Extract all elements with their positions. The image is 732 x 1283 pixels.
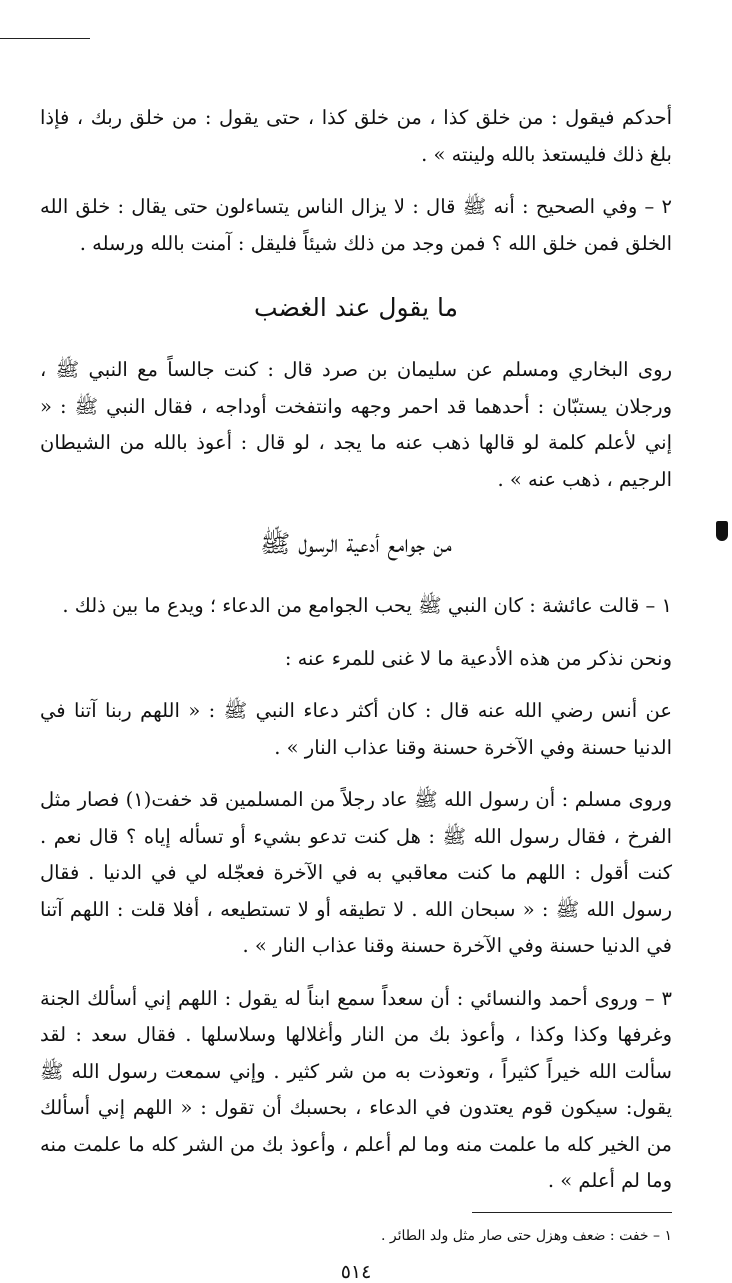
footnote-rule [472,1212,672,1213]
section-title-supplications: من جوامع أدعية الرسول ﷺ [260,529,452,558]
top-rule [0,38,90,39]
footnote: ١ – خفت : ضعف وهزل حتى صار مثل ولد الطائر . [381,1227,672,1244]
paragraph-muslim: وروى مسلم : أن رسول الله ﷺ عاد رجلاً من المسلمين قد خفت(١) فصار مثل الفرخ ، فقال رسول الله ﷺ : هل كنت تدعو بشيء أو تسأله إياه ؟ قال نعم . كنت أقول : اللهم ما كنت معاقبي به في الآخرة فعجّله لي في الدنيا . فقال رسول الله ﷺ : « سبحان الله . لا تطيقه أو لا تستطيعه ، أفلا قلت : اللهم آتنا في الدنيا حسنة وفي الآخرة حسنة وقنا عذاب النار » . [40,788,673,957]
paragraph-aisha: ١ – قالت عائشة : كان النبي ﷺ يحب الجوامع من الدعاء ؛ ويدع ما بين ذلك . [62,594,672,617]
paragraph-intro: ونحن نذكر من هذه الأدعية ما لا غنى للمرء عنه : [284,646,672,670]
paragraph-anger: روى البخاري ومسلم عن سليمان بن صرد قال : كنت جالساً مع النبي ﷺ ، ورجلان يستبّان : أحدهما قد احمر وجهه وانتفخت أوداجه ، فقال النبي ﷺ : « إني لأعلم كلمة لو قالها ذهب عنه ما يجد ، لو قال : أعوذ بالله من الشيطان الرجيم ، ذهب عنه » . [40,358,672,491]
page-number: ٥١٤ [340,1260,372,1283]
paragraph-continuation: أحدكم فيقول : من خلق كذا ، من خلق كذا ، حتى يقول : من خلق ربك ، فإذا بلغ ذلك فليستعذ بالله ولينته » . [40,106,672,166]
section-title-anger: ما يقول عند الغضب [254,293,458,322]
paragraph-anas: عن أنس رضي الله عنه قال : كان أكثر دعاء النبي ﷺ : « اللهم ربنا آتنا في الدنيا حسنة وفي الآخرة حسنة وقنا عذاب النار » . [40,699,672,759]
margin-ink-mark [716,521,728,541]
paragraph-ahmad: ٣ – وروى أحمد والنسائي : أن سعداً سمع ابناً له يقول : اللهم إني أسألك الجنة وغرفها وكذا وكذا ، وأعوذ بك من النار وأغلالها وسلاسلها . فقال سعد : لقد سألت الله خيراً كثيراً ، وتعوذت به من شر كثير . وإني سمعت رسول الله ﷺ يقول: سيكون قوم يعتدون في الدعاء ، بحسبك أن تقول : « اللهم إني أسألك من الخير كله ما علمت منه وما لم أعلم ، وأعوذ بك من الشر كله ما علمت منه وما لم أعلم » . [40,986,672,1192]
paragraph-hadith-2: ٢ – وفي الصحيح : أنه ﷺ قال : لا يزال الناس يتساءلون حتى يقال : خلق الله الخلق فمن خلق الله ؟ فمن وجد من ذلك شيئاً فليقل : آمنت بالله ورسله . [40,195,672,255]
book-page [40,100,672,1283]
